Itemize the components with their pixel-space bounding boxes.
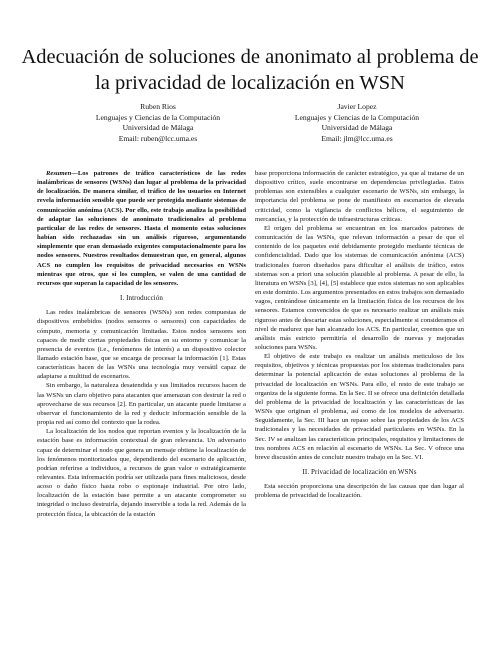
paragraph: base proporciona información de carácter estratégico, ya que al tratarse de un dispositivo crítico, suele encontrarse en dependencias privilegiadas. Estos problemas son extensibles a cualquier escenario de WSNs, sin embargo, la importancia del problema se pone de manifiesto en escenarios de elevada criticidad, como la vigilancia de conflictos bélicos, el seguimiento de mercancías, y la protección de infraestructuras críticas. (255, 170, 464, 223)
abstract (37, 169, 246, 288)
author-institution: Universidad de Málaga (122, 123, 194, 133)
author-block-1 (63, 102, 253, 144)
section-heading-privacidad: II. Privacidad de localización en WSNs (302, 468, 417, 476)
author-affiliation: Lenguajes y Ciencias de la Computación (294, 112, 420, 122)
paragraph: La localización de los nodos que reportan eventos y la localización de la estación base es información contextual de gran relevancia. Un adversario capaz de determinar el nodo que genera un mensaje obtiene la localización de los fenómenos monitorizados que, dependiendo del escenario de aplicación, podrían referirse a individuos, a recursos de gran valor o estratégicamente relevantes. Esta información podría ser utilizada para fines maliciosos, desde acoso o daño físico hasta robo o espionaje industrial. Por otro lado, localización de la estación base permite a un atacante comprometer su integridad o incluso destruirla, dejando inservible a toda la red. Además de la protección física, la ubicación de la estación (37, 428, 246, 518)
right-column (255, 169, 464, 500)
author-name: Javier Lopez (337, 102, 377, 111)
abstract-text: —Los patrones de tráfico característicos de las redes inalámbricas de sensores (WSNs) dan lugar al problema de la privacidad de localización. De manera similar, el tráfico de los usuarios en Internet revela información sensible que puede ser protegida mediante sistemas de comunicación anónima (ACS). Por ello, este trabajo analiza la posibilidad de adaptar las soluciones de anonimato tradicionales al problema particular de las redes de sensores. Hasta el momento estas soluciones habían sido rechazadas sin un análisis riguroso, argumentando simplemente que eran demasiado exigentes computacionalmente para los nodos sensores. Nuestros resultados demuestran que, en general, algunos ACS no cumplen los requisitos de privacidad necesarios en WSNs mientras que otros, que sí los cumplen, se valen de una cantidad de recursos que superan la capacidad de los sensores. (37, 170, 246, 287)
paragraph: Las redes inalámbricas de sensores (WSNs) son redes compuestas de dispositivos embebidos (nodos sensores o sensores) con capacidades de cómputo, memoria y comunicación limitadas. Estos nodos sensores son capaces de medir ciertas propiedades físicas en su entorno y comunicar la presencia de eventos (i.e., fenómenos de interés) a un dispositivo colector llamado estación base, que se encarga de procesar la información [1]. Estas características hacen de las WSNs una tecnología muy versátil capaz de adaptarse a multitud de escenarios. (37, 309, 246, 381)
author-block-2 (262, 102, 452, 144)
paragraph: Sin embargo, la naturaleza desatendida y sus limitados recursos hacen de las WSNs un claro objetivo para atacantes que amenazan con destruir la red o aprovecharse de sus recursos [2]. En particular, un atacante puede limitarse a observar el funcionamiento de la red y deducir información sensible de la propia red así como del contexto que la rodea. (37, 382, 246, 427)
author-email: Email: ruben@lcc.uma.es (118, 133, 198, 143)
author-affiliation: Lenguajes y Ciencias de la Computación (95, 112, 221, 122)
paper-title: Adecuación de soluciones de anonimato al problema de la privacidad de localización en WSN (21, 46, 479, 94)
paragraph: El origen del problema se encuentran en los marcados patrones de comunicación de las WSNs, que relevan información a pesar de que el contenido de los paquetes esté debidamente protegido mediante técnicas de confidencialidad. Dado que los sistemas de comunicación anónima (ACS) tradicionales fueron diseñados para dificultar el análisis de tráfico, estos sistemas son a priori una solución plausible al problema. A pesar de ello, la literatura en WSNs [3], [4], [5] establece que estos sistemas no son aplicables en este dominio. Los argumentos presentados en estos trabajos son demasiado vagos, centrándose únicamente en la limitación física de los recursos de los sensores. Estamos convencidos de que es necesario realizar un análisis más riguroso antes de descartar estas soluciones, especialmente si consideramos el nivel de madurez que han alcanzado los ACS. En particular, creemos que un análisis más estricto permitiría el desarrollo de nuevas y mejoradas soluciones para WSNs. (255, 224, 464, 351)
author-institution: Universidad de Málaga (321, 123, 393, 133)
abstract-lead: Resumen (46, 170, 72, 177)
paragraph: El objetivo de este trabajo es realizar un análisis meticuloso de los requisitos, objetivos y técnicas propuestas por los sistemas tradicionales para determinar la potencial aplicación de estas soluciones al problema de la privacidad de localización en WSNs. Para ello, el resto de este trabajo se organiza de la siguiente forma. En la Sec. II se ofrece una definición detallada del problema de la privacidad de localización y las características de las WSNs que originan el problema, así como de los modelos de adversario. Seguidamente, la Sec. III hace un repaso sobre las propiedades de los ACS tradicionales y las necesidades de privacidad particulares en WSNs. En la Sec. IV se analizan las características principales, requisitos y limitaciones de tres nombres ACS en relación al escenario de WSNs. La Sec. V ofrece una breve discusión antes de concluir nuestro trabajo en la Sec. VI. (255, 353, 464, 461)
section-heading-introduccion: I. Introducción (119, 294, 164, 303)
paragraph: Esta sección proporciona una descripción de las causas que dan lugar al problema de privacidad de localización. (255, 483, 464, 500)
left-column (37, 169, 246, 519)
author-name: Ruben Rios (140, 102, 176, 111)
author-email: Email: jlm@lcc.uma.es (321, 133, 393, 143)
